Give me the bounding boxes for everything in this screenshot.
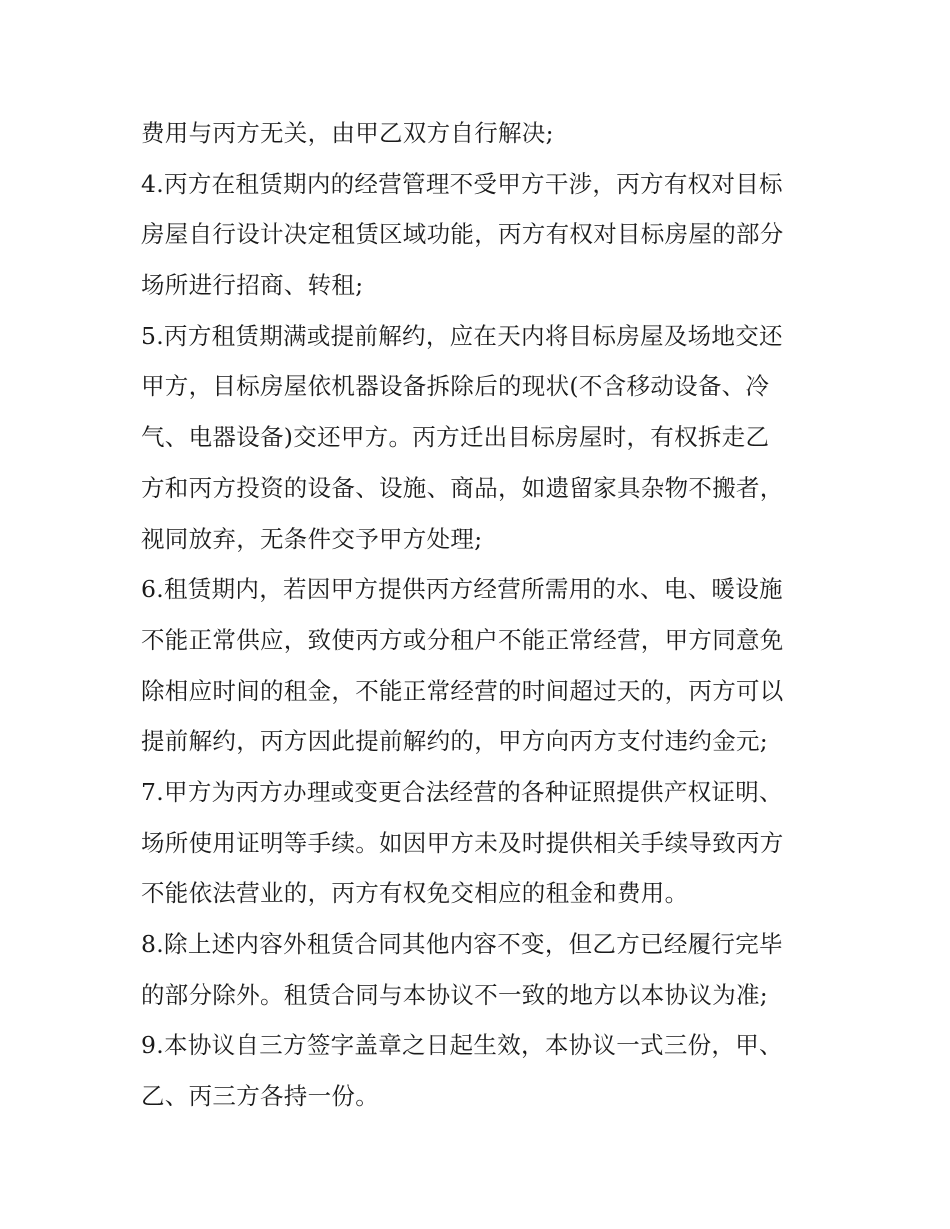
text-line: 除相应时间的租金，不能正常经营的时间超过天的，丙方可以 bbox=[141, 676, 784, 705]
text-line: 场所进行招商、转租; bbox=[141, 271, 364, 300]
clause-4-line: 4.丙方在租赁期内的经营管理不受甲方干涉，丙方有权对目标 bbox=[141, 169, 783, 198]
text-line: 场所使用证明等手续。如因甲方未及时提供相关手续导致丙方 bbox=[141, 828, 784, 857]
text-line: 乙、丙三方各持一份。 bbox=[141, 1082, 379, 1111]
text-line: 费用与丙方无关，由甲乙双方自行解决; bbox=[141, 119, 554, 147]
clause-6-line: 6.租赁期内，若因甲方提供丙方经营所需用的水、电、暖设施 bbox=[141, 575, 783, 604]
text-line: 的部分除外。租赁合同与本协议不一致的地方以本协议为准; bbox=[141, 980, 769, 1009]
text-line: 不能依法营业的，丙方有权免交相应的租金和费用。 bbox=[141, 879, 689, 908]
text-line: 甲方，目标房屋依机器设备拆除后的现状(不含移动设备、冷 bbox=[141, 372, 770, 401]
text-line: 气、电器设备)交还甲方。丙方迁出目标房屋时，有权拆走乙 bbox=[141, 423, 770, 452]
text-line: 不能正常供应，致使丙方或分租户不能正常经营，甲方同意免 bbox=[141, 625, 784, 654]
text-line: 方和丙方投资的设备、设施、商品，如遗留家具杂物不搬者， bbox=[141, 473, 784, 502]
clause-9-line: 9.本协议自三方签字盖章之日起生效，本协议一式三份，甲、 bbox=[141, 1031, 783, 1060]
document-body bbox=[141, 108, 821, 1122]
clause-5-line: 5.丙方租赁期满或提前解约，应在天内将目标房屋及场地交还 bbox=[141, 321, 783, 350]
text-line: 房屋自行设计决定租赁区域功能，丙方有权对目标房屋的部分 bbox=[141, 220, 784, 249]
text-line: 视同放弃，无条件交予甲方处理; bbox=[141, 524, 483, 553]
clause-7-line: 7.甲方为丙方办理或变更合法经营的各种证照提供产权证明、 bbox=[141, 777, 783, 806]
clause-8-line: 8.除上述内容外租赁合同其他内容不变，但乙方已经履行完毕 bbox=[141, 930, 783, 958]
text-line: 提前解约，丙方因此提前解约的，甲方向丙方支付违约金元; bbox=[141, 727, 769, 756]
